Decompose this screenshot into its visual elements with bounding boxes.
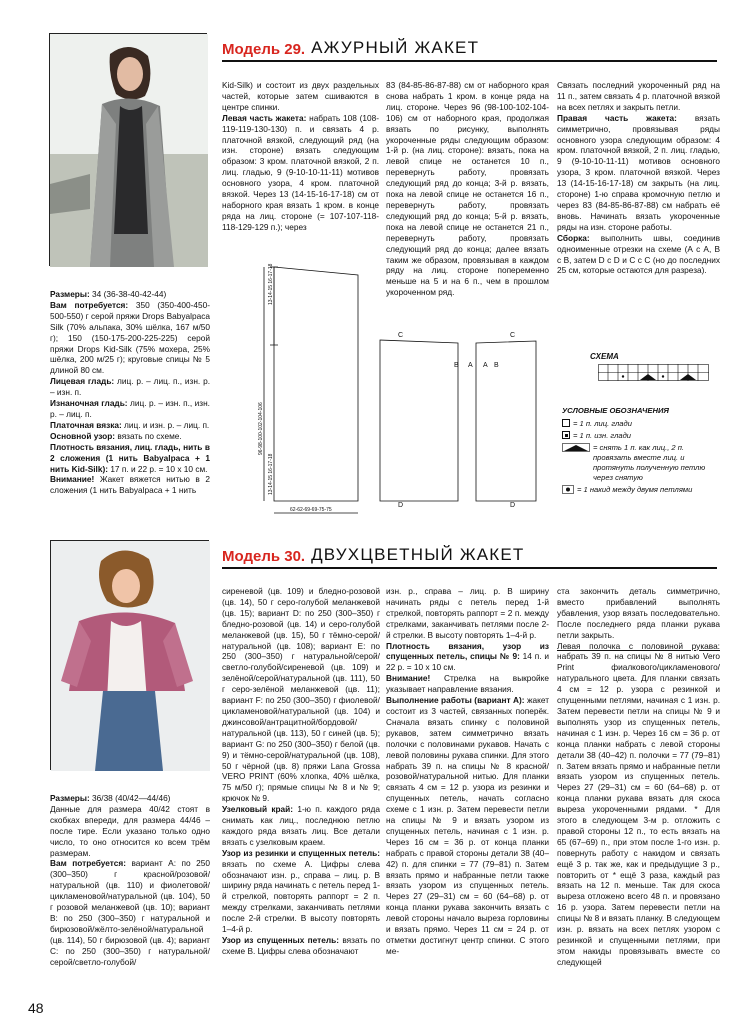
para-bold-label: Лицевая гладь: [50, 376, 118, 387]
legend-item-3: = снять 1 п. как лиц., 2 п. провязать вместе лиц. и протянуть полученную петлю через снятую [593, 443, 706, 482]
model30-number: Модель 30. [222, 548, 306, 565]
diagram-top-dim: 13-14-15 16-17-18 [268, 263, 274, 305]
m29-specs-para-2 [50, 376, 210, 398]
model30-photo [50, 540, 209, 770]
para-bold-label: Плотность вязания, узор из спущенных петель, спицы № 9: [386, 640, 549, 662]
para-bold-label: Вам потребуется: [50, 858, 132, 869]
para-bold-label: Узор из спущенных петель: [222, 935, 343, 945]
m29-col1-para-0 [222, 80, 379, 113]
knit-stitch-symbol [562, 419, 570, 427]
m29-col1-para-1 [222, 113, 379, 233]
model30-column-2 [386, 586, 549, 996]
m29-col3-para-0 [557, 80, 720, 113]
m29-specs-para-3 [50, 398, 210, 420]
purl-stitch-symbol [562, 431, 570, 439]
legend-item-2: = 1 п. изн. глади [573, 431, 632, 440]
para-bold-label: Узелковый край: [222, 804, 298, 815]
para-bold-label: Сборка: [557, 232, 601, 243]
model29-title: АЖУРНЫЙ ЖАКЕТ [311, 38, 480, 57]
m29-col3-para-1 [557, 113, 720, 233]
para-text: лиц. р. – лиц. п., изн. р. – изн. п. [50, 376, 210, 398]
model29-photo [49, 33, 207, 266]
para-text: изн. р., справа – лиц. р. В ширину начинать ряды с петель перед 1-й стрелкой, повторять раппорт = 2 п. между стрелками, заканчивать петлями после 2-й стрелки. В высоту повторять 1–4-й р. [386, 586, 549, 640]
para-bold-label: Плотность вязания, лиц. гладь, нить в 2 сложения (1 нить Babyalpaca + 1 нить Kid-Silk): [50, 441, 210, 474]
para-text: набрать 39 п. на спицы № 8 нитью Vero Print фиалкового/цикламенового/натурального цвета. Для планки связать 4 см = 12 р. узора с резинкой и спущенными петлями, начиная с 1 изн. р. Затем перевести петли на спицы № 9 и выполнять узор из спущенных петель, начиная с 1 изн. р. Через 16 см = 36 р. от конца планки набрать с левой стороны детали 38 (40–42) п. полочки = 77 (79–81) п. Затем вязать прямо и набранные петли вязать узором из спущенных петель. Через 27 (29–31) см = 60 (64–68) р. от конца планки рукава вязать для скоса выреза укороченными рядами. * Для этого в следующем 3-м р. отложить с правой стороны 12 п., то есть вязать на 65 (67–69) п., при этом после 1-го изн. р. повернуть работу с накидом и связать ещё 3 р. так же, как и предыдущие 3 р., повторить от * ещё 3 раза, каждый раз вязать на 12 п. меньше. Так для скоса выреза отложено всего 48 п. и провязано 16 р. узора. Затем перевести петли на спицы № 8 и вязать планку. В следующем изн. р. вязать на всех петлях узором с резинкой и спущенными петлями, при этом накиды провязывать вместе со следующей [557, 651, 720, 967]
legend-item-4: = 1 накид между двумя петлями [577, 485, 693, 494]
diagram-side-dim: 96-98-100-102-104-106 [258, 402, 264, 455]
m30-col1-para-2 [222, 848, 380, 935]
m30-col1-para-0 [222, 586, 380, 804]
para-bold-label: Платочная вязка: [50, 419, 125, 430]
para-bold-label: Основной узор: [50, 430, 118, 441]
m30-specs-para-1 [50, 804, 210, 859]
m29-specs-para-7 [50, 474, 210, 496]
para-text: жакет состоит из 3 частей, связанных поперёк. Сначала вязать спинку с половиной рукавов, затем симметрично вязать полочки с половинами рукавов. Начать с левой половины рукава спинки. Для этого набрать 39 п. на спицы № 8 красной/розовой/натуральной нитью. Для планки связать 4 см = 12 р. узора из резинки и спущенных петель, начать согласно схеме с 1 изн. р. Затем перевести петли на спицы № 9 и вязать узором из спущенных петель, начиная с 1 изн. р. Через 16 см = 36 р. от конца планки набрать с правой стороны детали 38 (40–42) п. для спинки = 77 (79–81) п. Затем вязать прямо и набранные петли также вязать узором из спущенных петель. Через 27 (29–31) см = 60 (64–68) р. от конца планки рукава закончить вязать с левой стороны начало выреза горловины и вязать прямо. Через 11 см = 24 р. от отметки достигнут центр спинки. С этого ме- [386, 695, 549, 956]
diagram-label-d-right: D [510, 502, 516, 509]
para-text: Связать последний укороченный ряд на 11 п., затем связать 4 р. платочной вязкой на всех петлях и закрыть петли. [557, 80, 720, 112]
m30-col2-para-1 [386, 641, 549, 674]
para-text: 350 (350-400-450-500-550) г серой пряжи Drops Babyalpaca Silk (70% альпака, 30% шёлка, 167 м/50 г); 150 (150-175-200-225-225) серой пряжи Drops Kid-Silk (75% мохера, 25% шёлка, 200 м/25 г); круговые спицы № 5 длиной 80 см. [50, 299, 211, 376]
m29-specs-para-6 [50, 442, 210, 475]
para-text: лиц. и изн. р. – лиц. п. [124, 419, 210, 430]
model29-header [222, 38, 717, 62]
para-text: вязать по схеме. [117, 430, 182, 441]
para-text: вязать по схеме В. Цифры слева обозначают [222, 935, 380, 956]
m30-col3-para-1 [557, 641, 720, 968]
m29-specs-para-4 [50, 420, 210, 431]
diagram-label-a-left: A [468, 362, 473, 369]
m29-specs-para-5 [50, 431, 210, 442]
para-text: Жакет вяжется нитью в 2 сложения (1 нить Babyalpaca + 1 нить [50, 474, 210, 496]
para-bold-label: Внимание! [50, 474, 100, 485]
para-text: 1-ю п. каждого ряда снимать как лиц., последнюю петлю каждого ряда вязать лиц. Все детали вязать с узелковым краем. [222, 804, 380, 847]
m30-col3-para-0 [557, 586, 720, 641]
para-text: сиреневой (цв. 109) и бледно-розовой (цв. 14), 50 г серо-голубой меланжевой (цв. 15); вариант D: по 250 (300–350) г бледно-розовой (цв. 14) и серо-голубой меланжевой (цв. 15), 50 г тёмно-серой/натуральной (цв. 108); вариант Е: по 250 (300–350) г натуральной/серой/светло-голубой/сиреневой (цв. 109) и зелёной/серой/натуральной (цв. 111), 50 г серо-зелёной меланжевой (цв. 11); вариант F: по 250 (300–350) г фиолевой/цикламеновой/натуральной (цв. 104) и джинсовой/антрацитной/бордовой/натуральной (цв. 113), 50 г синей (цв. 5); вариант G: по 250 (300–350) г белой (цв. 9) и тёмно-серой/натуральной (цв. 108), 50 г чёрной (цв. 8) пряжи Lana Grossa VERO PRINT (60% хлопка, 40% шёлка, 75 м/50 г); прямые спицы № 8 и № 9; крючок № 9. [222, 586, 380, 804]
model29-column-3 [557, 80, 720, 276]
m30-specs-para-2 [50, 858, 210, 967]
m30-col2-para-3 [386, 695, 549, 957]
diagram-label-a-right: A [483, 362, 488, 369]
legend-item-1: = 1 п. лиц. глади [573, 419, 632, 428]
model29-specs [50, 289, 210, 513]
para-text: 17 п. и 22 р. = 10 х 10 см. [110, 463, 208, 474]
m30-col1-para-1 [222, 804, 380, 848]
schema-title: СХЕМА [590, 352, 619, 361]
para-bold-label: Размеры: [50, 793, 93, 803]
para-text: вариант А: по 250 (300–350) г красной/розовой/натуральной (цв. 110) и фиолетовой/цикламеновой/натуральной (цв. 104), 50 г розовой меланжевой (цв. 10); вариант В: по 250 (300–350) г натуральной и бирюзовой/жёлто-зелёной/натуральной (цв. 114), 50 г бирюзовой (цв. 4); вариант С: по 250 (300–350) г натуральной/серой/светло-голубой/ [50, 858, 210, 967]
model30-specs [50, 793, 210, 993]
model30-column-3 [557, 586, 720, 996]
para-bold-label: Вам потребуется: [50, 299, 136, 310]
m30-col1-para-3 [222, 935, 380, 957]
yarn-over-symbol [562, 485, 574, 494]
model30-title: ДВУХЦВЕТНЫЙ ЖАКЕТ [311, 545, 525, 564]
diagram-label-c-left: C [398, 332, 404, 339]
diagram-width-dim: 62-62-69-69-75-75 [290, 507, 332, 513]
diagram-label-b-left: B [454, 362, 459, 369]
para-text: набрать 108 (108-119-119-130-130) п. и связать 4 р. платочной вязкой, следующий ряд (на изн. стороне) вязать следующим образом: 3 кром. платочной вязкой, 2 п. лиц. гладью, 9 (9-10-10-11-11) мотивов основного узора, 4 кром. платочной вязкой. Через 13 (14-15-16-17-18) см от наборного края вязать 1 кром. в конце ряда на лиц. стороне (= 107-107-118-118-129-129 п.); через [222, 112, 379, 232]
para-text: 14 п. и 22 р. = 10 х 10 см. [386, 651, 549, 673]
para-bold-label: Правая часть жакета: [557, 112, 695, 123]
para-bold-label: Узор из резинки и спущенных петель: [222, 847, 380, 858]
m30-specs-para-0 [50, 793, 210, 804]
para-bold-label: Левая часть жакета: [222, 112, 310, 123]
diagram-bottom-dim: 13-14-15 16-17-18 [268, 453, 274, 495]
m29-specs-para-0 [50, 289, 210, 300]
diagram-label-b-right: B [494, 362, 499, 369]
para-text: 34 (36-38-40-42-44) [92, 289, 167, 299]
model29-pattern-diagram [218, 245, 548, 520]
model29-number: Модель 29. [222, 41, 306, 58]
para-text: Данные для размера 40/42 стоят в скобках впереди, для размера 44/46 – после тире. Если указано только одно число, то оно относится ко всем трём размерам. [50, 803, 210, 858]
para-underlined-label: Левая полочка с половиной рукава: [557, 640, 720, 651]
model29-column-1 [222, 80, 379, 238]
diagram-label-c-right: C [510, 332, 516, 339]
para-bold-label: Изнаночная гладь: [50, 398, 130, 409]
para-text: выполнить швы, соединив одноименные отрезки на схеме (А с А, В с В, затем D с D и С с С (но до последних 25 см, которые остаются для разреза). [557, 232, 720, 276]
decrease-symbol [562, 443, 590, 452]
para-bold-label: Внимание! [386, 673, 445, 684]
para-text: вязать симметрично, провязывая ряды основного узора следующим образом: 4 кром. платочной вязкой, 2 п. лиц. гладью, 9 (9-10-10-11-11) мотивов основного узора, 3 кром. платочной вязкой. Через 13 (14-15-16-17-18) см закрыть (на лиц. стороне) 1-ю справа кромочную петлю и через 83 (84-85-86-87-88) см набрать её вновь. Начинать вязать укороченные ряды на изн. стороне работы. [557, 112, 720, 232]
model29-col2-text: 83 (84-85-86-87-88) см от наборного края снова набрать 1 кром. в конце ряда на лиц. стороне. Через 96 (98-100-102-104-106) см от наборного края, продолжая вязать по рисунку, выполнять укороченные ряды следующим образом: 1-й р. (на лиц. стороне): вязать, пока на левой спице не останется 10 п., перевернуть работу, провязать следующий ряд до конца; 3-й р. вязать, пока на левой спице не останется 16 п., перевернуть работу, провязать следующий ряд до конца; 5-й р. вязать, пока на левой спице не останется 21 п., перевернуть работу, провязать следующий ряд до конца; далее вязать таким же образом, провязывая в каждом ряду на лиц. стороне попеременно меньше на 5 и на 6 п., чем в прошлом укороченном ряд. [386, 80, 549, 298]
m30-col2-para-2 [386, 673, 549, 695]
page-number: 48 [28, 1000, 44, 1016]
schema-grid [598, 364, 710, 382]
para-text: ста закончить деталь симметрично, вместо прибавлений выполнять убавления, узор вязать последовательно. После последнего ряда планки рукава петли закрыть. [557, 586, 720, 640]
para-text: лиц. р. – изн. п., изн. р. – лиц. п. [50, 398, 210, 419]
m29-specs-para-1 [50, 300, 210, 376]
para-text: вязать по схеме А. Цифры слева обозначают изн. р., справа – лиц. р. В ширину ряда начинать с петель перед 1-й стрелкой, повторять раппорт = 2 п. между стрелками, заканчивать петлями после 2-й стрелки. В высоту повторять 1–4-й р. [222, 858, 380, 935]
legend [562, 406, 722, 495]
m30-col2-para-0 [386, 586, 549, 641]
para-bold-label: Выполнение работы (вариант А): [386, 695, 527, 706]
model30-column-1 [222, 586, 380, 996]
para-text: 36/38 (40/42—44/46) [92, 793, 171, 803]
legend-title: УСЛОВНЫЕ ОБОЗНАЧЕНИЯ [562, 406, 669, 415]
model30-header [222, 545, 717, 569]
para-bold-label: Размеры: [50, 289, 93, 299]
diagram-label-d-left: D [398, 502, 404, 509]
para-text: Стрелка на выкройке указывает направление вязания. [386, 673, 549, 695]
m29-col3-para-2 [557, 233, 720, 277]
para-text: Kid-Silk) и состоит из двух раздельных частей, которые затем сшиваются в центре спинки. [222, 80, 379, 112]
